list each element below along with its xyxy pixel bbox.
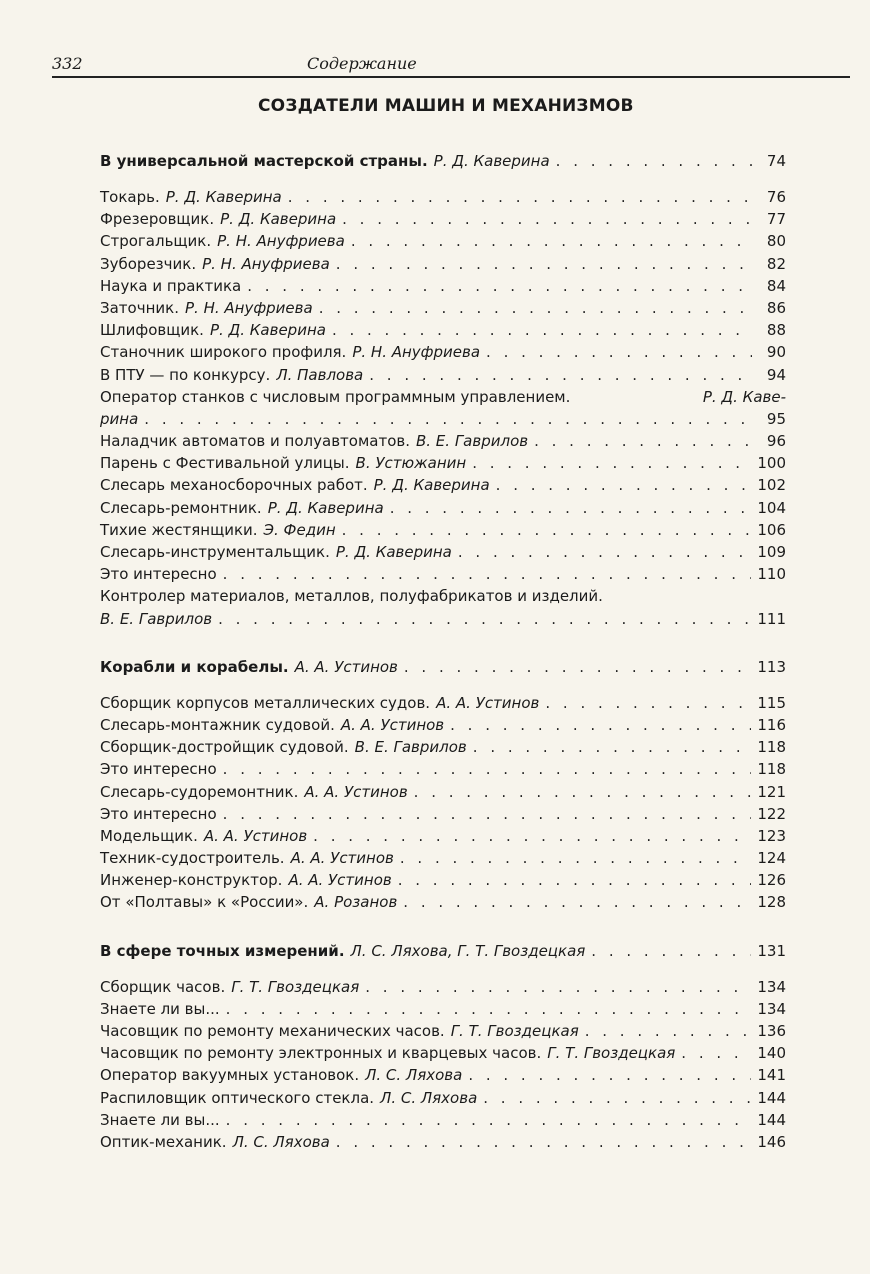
toc-entry[interactable]: [100, 781, 786, 803]
toc-entry-author: А. А. Устинов: [304, 782, 408, 801]
toc-page-number: 124: [757, 849, 786, 868]
toc-page-number: 118: [757, 738, 786, 757]
toc-page-number: 80: [766, 232, 786, 251]
toc-entry-author: Р. Н. Ануфриева: [202, 254, 330, 273]
toc-group-title: В сфере точных измерений.: [100, 941, 345, 960]
leader-dots: [414, 781, 752, 803]
leader-dots: [288, 186, 752, 208]
toc-entry[interactable]: [100, 386, 786, 430]
toc-entry-title: Станочник широкого профиля.: [100, 343, 347, 362]
page-number: 332: [52, 54, 83, 73]
toc-entry-title: Модельщик.: [100, 826, 198, 845]
section-heading: СОЗДАТЕЛИ МАШИН И МЕХАНИЗМОВ: [258, 96, 634, 116]
toc-page-number: 128: [757, 893, 786, 912]
toc-entry-title: Это интересно: [100, 804, 217, 823]
toc-entry[interactable]: [100, 976, 786, 998]
toc-page-number: 118: [757, 760, 786, 779]
leader-dots: [247, 275, 752, 297]
leader-dots: [496, 474, 752, 496]
toc-entry[interactable]: [100, 692, 786, 714]
toc-page-number: 84: [766, 276, 786, 295]
toc-entry-author: Р. Д. Каверина: [209, 321, 326, 340]
leader-dots: [226, 1109, 752, 1131]
toc-entry-author: Г. Т. Гвоздецкая: [450, 1022, 579, 1040]
leader-dots: [332, 319, 752, 341]
toc-entry-author: В. Устюжанин: [355, 454, 467, 473]
leader-dots: [398, 869, 752, 891]
leader-dots: [486, 341, 752, 363]
toc-entry[interactable]: [100, 1131, 786, 1153]
leader-dots: [404, 656, 751, 678]
toc-page-number: 141: [757, 1066, 786, 1085]
toc-entry-author: А. Розанов: [314, 893, 398, 912]
leader-dots: [342, 208, 752, 230]
toc-entry[interactable]: [100, 430, 786, 452]
toc-entry-title: Наладчик автоматов и полуавтоматов.: [100, 432, 410, 451]
toc-page-number: 121: [757, 782, 786, 801]
toc-entry-title: Инженер-конструктор.: [100, 871, 283, 890]
toc-page-number: 76: [766, 188, 786, 206]
toc-entry[interactable]: [100, 541, 786, 563]
toc-entry[interactable]: [100, 736, 786, 758]
toc-entry-title: Это интересно: [100, 565, 217, 584]
leader-dots: [450, 714, 751, 736]
toc-page-number: 134: [757, 999, 786, 1018]
toc-entry-title: Техник-судостроитель.: [100, 849, 285, 868]
toc-entry-author: Л. С. Ляхова: [232, 1132, 330, 1151]
toc-page-number: 134: [757, 977, 786, 996]
toc-entry[interactable]: [100, 474, 786, 496]
toc-page-number: 102: [757, 476, 786, 495]
toc-page-number: 122: [757, 804, 786, 823]
table-of-contents: [100, 150, 786, 1153]
toc-entry-author: Г. Т. Гвоздецкая: [231, 977, 360, 996]
leader-dots: [400, 847, 751, 869]
toc-entry-author: Р. Д. Каверина: [335, 543, 452, 561]
leader-dots: [226, 998, 752, 1020]
toc-page-number: 116: [757, 715, 786, 734]
toc-entry-title: Оператор станков с числовым программным управлением.: [100, 387, 571, 406]
leader-dots: [473, 736, 752, 758]
toc-page-number: 104: [757, 498, 786, 517]
toc-entry-title: Знаете ли вы...: [100, 1110, 220, 1129]
toc-page-number: 144: [757, 1088, 786, 1107]
toc-entry[interactable]: [100, 341, 786, 363]
toc-group-title: Корабли и корабелы.: [100, 657, 289, 676]
toc-entry-title: Часовщик по ремонту электронных и кварцевых часов.: [100, 1044, 542, 1063]
toc-entry[interactable]: [100, 1042, 786, 1064]
toc-group-author: Л. С. Ляхова, Г. Т. Гвоздецкая: [350, 941, 586, 960]
toc-entry[interactable]: [100, 364, 786, 386]
toc-entry[interactable]: [100, 497, 786, 519]
leader-dots: [223, 803, 752, 825]
toc-entry-title: Слесарь-инструментальщик.: [100, 543, 330, 561]
toc-entry-title: Фрезеровщик.: [100, 210, 215, 229]
toc-page-number: 140: [757, 1044, 786, 1063]
toc-entry-author: А. А. Устинов: [288, 871, 392, 890]
leader-dots: [458, 541, 751, 563]
leader-dots: [336, 253, 752, 275]
toc-entry-title: Тихие жестянщики.: [100, 520, 258, 539]
toc-entry-title: Заточник.: [100, 298, 179, 317]
toc-page-number: 88: [766, 321, 786, 340]
toc-entry[interactable]: [100, 803, 786, 825]
toc-entry-author: Р. Д. Каверина: [220, 210, 337, 229]
leader-dots: [681, 1042, 751, 1064]
toc-entry-author: А. А. Устинов: [340, 715, 445, 734]
toc-entry[interactable]: [100, 891, 786, 913]
toc-entry-author-continued: В. Е. Гаврилов: [100, 609, 213, 628]
toc-entry[interactable]: [100, 714, 786, 736]
toc-group-header[interactable]: [100, 940, 786, 976]
toc-page-number: 113: [757, 657, 786, 676]
toc-group-header[interactable]: [100, 656, 786, 692]
toc-entry-author: Р. Д. Каве-: [702, 387, 786, 406]
toc-entry-title: Слесарь-судоремонтник.: [100, 782, 299, 801]
toc-page-number: 123: [757, 826, 786, 845]
toc-group: [100, 150, 786, 630]
toc-entry-title: Слесарь-ремонтник.: [100, 498, 262, 517]
toc-entry[interactable]: [100, 452, 786, 474]
toc-page-number: 106: [757, 520, 786, 539]
leader-dots: [483, 1087, 751, 1109]
leader-dots: [342, 519, 752, 541]
leader-dots: [472, 452, 751, 474]
running-head: [52, 50, 850, 78]
leader-dots: [144, 408, 752, 430]
toc-entry[interactable]: [100, 519, 786, 541]
toc-entry-title: Строгальщик.: [100, 232, 212, 251]
toc-page-number: 110: [757, 565, 786, 584]
leader-dots: [556, 150, 752, 172]
leader-dots: [468, 1064, 751, 1086]
toc-entry[interactable]: [100, 319, 786, 341]
toc-entry-author: Р. Д. Каверина: [373, 476, 490, 495]
toc-entry-title: Сборщик-достройщик судовой.: [100, 738, 349, 757]
toc-entry[interactable]: [100, 998, 786, 1020]
toc-group-author: А. А. Устинов: [294, 657, 398, 676]
toc-group: [100, 656, 786, 914]
toc-entry[interactable]: [100, 1020, 786, 1042]
leader-dots: [365, 976, 751, 998]
toc-entry-author: Р. Н. Ануфриева: [352, 343, 481, 362]
leader-dots: [585, 1020, 752, 1042]
toc-page-number: 100: [757, 454, 786, 473]
toc-entry-title: Знаете ли вы...: [100, 999, 220, 1018]
toc-page-number: 131: [757, 941, 786, 960]
toc-entry[interactable]: [100, 869, 786, 891]
toc-entry-title: Слесарь-монтажник судовой.: [100, 715, 335, 734]
toc-entry[interactable]: [100, 253, 786, 275]
toc-entry-author: Р. Н. Ануфриева: [184, 298, 313, 317]
leader-dots: [223, 563, 752, 585]
toc-entry-author: А. А. Устинов: [436, 693, 540, 712]
leader-dots: [218, 608, 751, 630]
toc-entry-title: Оператор вакуумных установок.: [100, 1066, 360, 1085]
toc-page-number: 77: [766, 210, 786, 229]
toc-entry[interactable]: [100, 186, 786, 208]
toc-entry[interactable]: [100, 297, 786, 319]
leader-dots: [336, 1131, 752, 1153]
toc-entry-author: Р. Д. Каверина: [267, 498, 384, 517]
toc-entry[interactable]: [100, 1087, 786, 1109]
leader-dots: [545, 692, 751, 714]
toc-entry[interactable]: [100, 1064, 786, 1086]
toc-entry[interactable]: [100, 275, 786, 297]
toc-group: [100, 940, 786, 1154]
toc-page-number: 96: [766, 432, 786, 451]
toc-entry-author: Э. Федин: [263, 520, 336, 539]
leader-dots: [313, 825, 751, 847]
toc-entry[interactable]: [100, 825, 786, 847]
toc-entry-title: Шлифовщик.: [100, 321, 204, 340]
toc-page-number: 144: [757, 1110, 786, 1129]
toc-entry-author: Л. С. Ляхова: [365, 1066, 463, 1085]
toc-entry-author: А. А. Устинов: [290, 849, 394, 868]
leader-dots: [369, 364, 752, 386]
toc-page-number: 109: [757, 543, 786, 561]
toc-entry-title: Токарь.: [100, 188, 160, 206]
toc-page-number: 115: [757, 693, 786, 712]
toc-entry-title: В ПТУ — по конкурсу.: [100, 365, 271, 384]
toc-group-title: В универсальной мастерской страны.: [100, 152, 428, 170]
toc-entry-title: Распиловщик оптического стекла.: [100, 1088, 375, 1107]
toc-entry-title: Сборщик часов.: [100, 977, 226, 996]
toc-page-number: 126: [757, 871, 786, 890]
toc-entry-author: Р. Д. Каверина: [165, 188, 282, 206]
toc-entry-author: Р. Н. Ануфриева: [217, 232, 345, 251]
toc-page-number: 74: [766, 152, 786, 170]
leader-dots: [390, 497, 752, 519]
toc-entry-title: Сборщик корпусов металлических судов.: [100, 693, 431, 712]
toc-entry-author: В. Е. Гаврилов: [415, 432, 529, 451]
toc-page-number: 86: [766, 298, 786, 317]
toc-entry-title: От «Полтавы» к «России».: [100, 893, 309, 912]
leader-dots: [591, 940, 751, 962]
toc-page-number: 82: [766, 254, 786, 273]
toc-entry-title: Контролер материалов, металлов, полуфабрикатов и изделий.: [100, 587, 603, 606]
leader-dots: [319, 297, 752, 319]
toc-group-header[interactable]: [100, 150, 786, 186]
toc-entry[interactable]: [100, 208, 786, 230]
toc-entry-title: Часовщик по ремонту механических часов.: [100, 1022, 445, 1040]
toc-entry-author: А. А. Устинов: [203, 826, 308, 845]
toc-entry-author: Г. Т. Гвоздецкая: [547, 1044, 676, 1063]
toc-page-number: 94: [766, 365, 786, 384]
running-title: Содержание: [307, 54, 417, 73]
toc-page-number: 95: [766, 409, 786, 428]
toc-entry[interactable]: [100, 230, 786, 252]
toc-entry-title: Оптик-механик.: [100, 1132, 227, 1151]
toc-entry-title: Парень с Фестивальной улицы.: [100, 454, 350, 473]
toc-entry[interactable]: [100, 563, 786, 585]
toc-page-number: 136: [757, 1022, 786, 1040]
toc-entry-author: Л. С. Ляхова: [380, 1088, 478, 1107]
toc-entry-title: Слесарь механосборочных работ.: [100, 476, 368, 495]
toc-entry-title: Это интересно: [100, 760, 217, 779]
leader-dots: [223, 758, 752, 780]
toc-entry-author: В. Е. Гаврилов: [354, 738, 467, 757]
toc-entry[interactable]: [100, 847, 786, 869]
leader-dots: [403, 891, 751, 913]
leader-dots: [351, 230, 752, 252]
toc-entry-author: Л. Павлова: [276, 365, 364, 384]
toc-group-author: Р. Д. Каверина: [433, 152, 550, 170]
toc-entry-author-continued: рина: [100, 409, 139, 428]
toc-page-number: 90: [766, 343, 786, 362]
toc-entry[interactable]: [100, 758, 786, 780]
toc-entry[interactable]: [100, 1109, 786, 1131]
toc-page-number: 111: [757, 609, 786, 628]
toc-entry-title: Наука и практика: [100, 276, 242, 295]
toc-entry-title: Зуборезчик.: [100, 254, 197, 273]
toc-page-number: 146: [757, 1132, 786, 1151]
toc-entry[interactable]: [100, 585, 786, 629]
leader-dots: [534, 430, 752, 452]
